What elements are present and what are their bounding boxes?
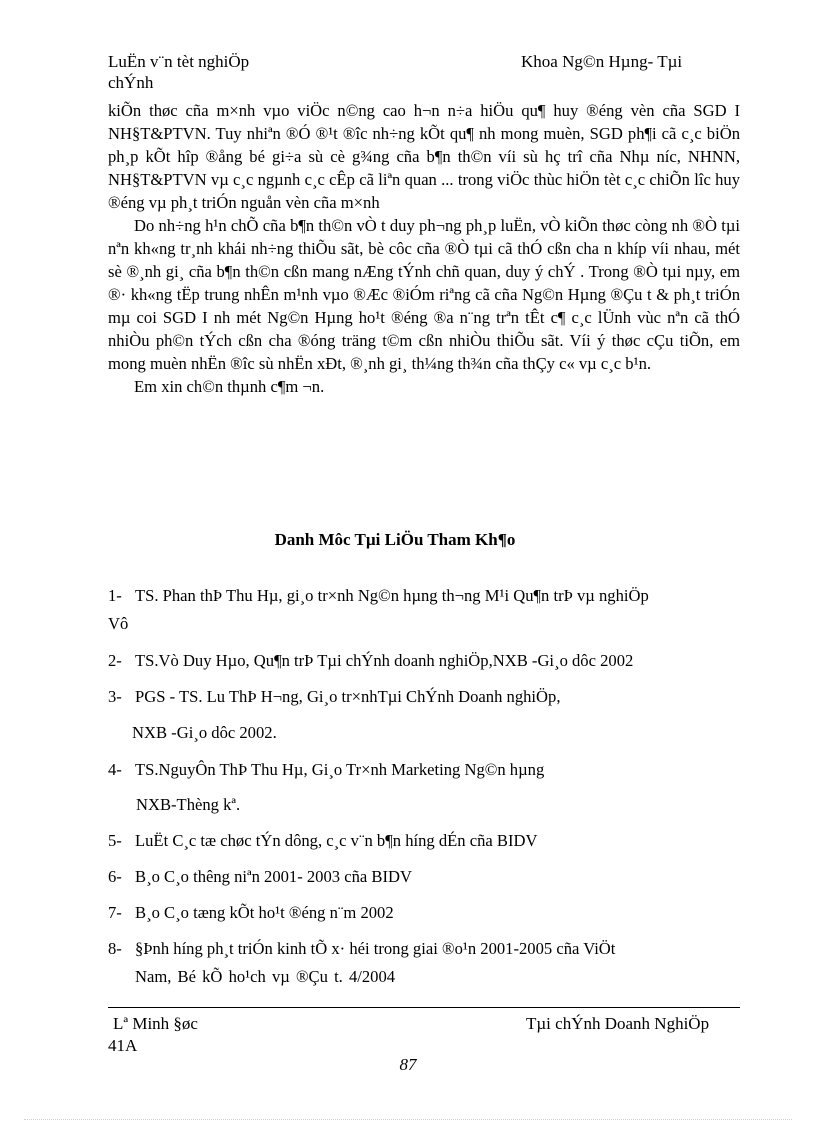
reference-text: TS. Phan thÞ Thu Hµ, gi¸o tr×nh Ng©n hµng th¬ng M¹i Qu¶n trÞ vµ nghiÖp (135, 586, 649, 605)
footer-author: Lª Minh §øc (113, 1014, 198, 1033)
reference-item (108, 938, 615, 960)
header-left-line1: LuËn v¨n tèt nghiÖp (108, 52, 250, 71)
reference-text: TS.NguyÔn ThÞ Thu Hµ, Gi¸o Tr×nh Marketing Ng©n hµng (135, 760, 545, 779)
reference-number: 2- (108, 651, 122, 670)
references-title: Danh Môc Tµi LiÖu Tham Kh¶o (274, 530, 516, 549)
reference-item-continuation: Vô (108, 614, 129, 633)
body-paragraph-3: Em xin ch©n thµnh c¶m ¬n. (134, 377, 325, 396)
reference-item-continuation: NXB-Thèng kª. (136, 795, 241, 814)
page-edge-divider (24, 1119, 792, 1120)
reference-item (108, 759, 544, 781)
footer-department: Tµi chÝnh Doanh NghiÖp (526, 1014, 710, 1033)
body-text (108, 99, 740, 398)
reference-item (108, 585, 649, 607)
reference-text: B¸o C¸o thêng niªn 2001- 2003 cña BIDV (135, 867, 412, 886)
reference-item (108, 686, 560, 708)
header-left-line2: chÝnh (108, 73, 154, 92)
reference-number: 5- (108, 831, 122, 850)
reference-item (108, 866, 412, 888)
reference-text: §Þnh híng ph¸t triÓn kinh tÕ x· héi trong giai ®o¹n 2001-2005 cña ViÖt (135, 939, 616, 958)
page-number: 87 (399, 1055, 417, 1074)
reference-number: 1- (108, 586, 122, 605)
reference-item (108, 830, 537, 852)
body-paragraph-2: Do nh÷ng h¹n chÕ cña b¶n th©n vÒ t duy ph¬ng ph¸p luËn, vÒ kiÕn thøc còng nh ®Ò tµi nªn kh«ng tr¸nh khái nh÷ng thiÕu sãt, bè côc cña ®Ò tµi cã thÓ cßn cha n khíp víi nhau, mét sè ®¸nh gi¸ cña b¶n th©n cßn mang nÆng tÝnh chñ quan, duy ý chÝ . Trong ®Ò tµi nµy, em ®· kh«ng tËp trung nhÊn m¹nh vµo ®Æc ®iÓm riªng cã cña Ng©n Hµng ®Çu t & ph¸t triÓn mµ coi SGD I nh mét Ng©n Hµng ho¹t ®éng ®a n¨ng trªn tÊt c¶ c¸c lÜnh vùc nªn cã thÓ nhiÒu ph©n tÝch cßn cha ®óng träng t©m cßn nhiÒu thiÕu sãt. Víi ý thøc cÇu tiÕn, em mong muèn nhËn ®îc sù nhËn xÐt, ®¸nh gi¸ th¼ng th¾n cña thÇy c« vµ c¸c b¹n. (108, 216, 740, 373)
reference-number: 6- (108, 867, 122, 886)
footer-class: 41A (108, 1036, 138, 1055)
reference-number: 8- (108, 939, 122, 958)
header-right: Khoa Ng©n Hµng- Tµi (521, 52, 683, 71)
reference-item-continuation: Nam, Bé kÕ ho¹ch vµ ®Çu t. 4/2004 (135, 967, 396, 986)
reference-text: PGS - TS. Lu ThÞ H¬ng, Gi¸o tr×nhTµi ChÝnh Doanh nghiÖp, (135, 687, 561, 706)
reference-number: 7- (108, 903, 122, 922)
reference-number: 3- (108, 687, 122, 706)
footer-divider (108, 1007, 740, 1008)
reference-item-continuation: NXB -Gi¸o dôc 2002. (132, 723, 277, 742)
body-paragraph-1: kiÕn thøc cña m×nh vµo viÖc n©ng cao h¬n n÷a hiÖu qu¶ huy ®éng vèn cña SGD I NH§T&PTVN. Tuy nhiªn ®Ó ®¹t ®îc nh÷ng kÕt qu¶ nh mong muèn, SGD ph¶i cã c¸c biÖn ph¸p kÕt hîp ®ång bé gi÷a sù cè g¾ng cña b¶n th©n víi sù hç trî cña Nhµ níc, NHNN, NH§T&PTVN vµ c¸c ngµnh c¸c cÊp cã liªn quan ... trong viÖc thùc hiÖn tèt c¸c chiÕn lîc huy ®éng vµ ph¸t triÓn nguån vèn cña m×nh (108, 101, 740, 212)
reference-text: TS.Vò Duy Hµo, Qu¶n trÞ Tµi chÝnh doanh nghiÖp,NXB -Gi¸o dôc 2002 (135, 651, 634, 670)
reference-number: 4- (108, 760, 122, 779)
reference-item (108, 902, 394, 924)
reference-item (108, 650, 633, 672)
reference-text: LuËt C¸c tæ chøc tÝn dông, c¸c v¨n b¶n híng dÉn cña BIDV (135, 831, 538, 850)
reference-text: B¸o C¸o tæng kÕt ho¹t ®éng n¨m 2002 (135, 903, 394, 922)
